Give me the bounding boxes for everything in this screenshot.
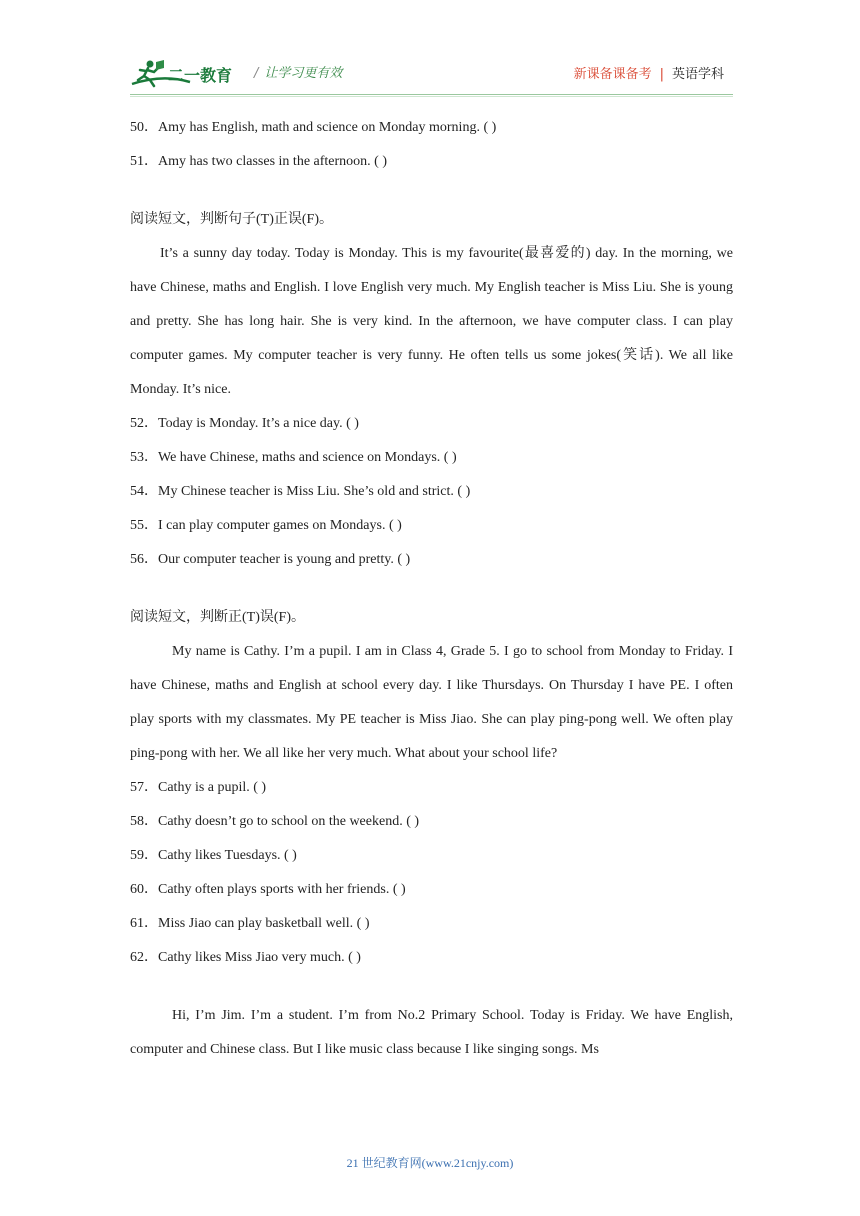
section-instruction: 阅读短文，判断句子(T)正误(F)。 — [130, 212, 333, 227]
question-58: 58．Cathy doesn’t go to school on the weekend. ( ) — [130, 814, 420, 829]
document-body — [130, 111, 733, 1067]
header-divider-secondary — [130, 96, 733, 97]
question-55: 55．I can play computer games on Mondays. ( ) — [130, 518, 402, 533]
question-50: 50．Amy has English, math and science on Monday morning. ( ) — [130, 120, 497, 135]
question-59: 59．Cathy likes Tuesdays. ( ) — [130, 848, 297, 863]
section-instruction: 阅读短文，判断正(T)误(F)。 — [130, 610, 305, 625]
reading-passage: My name is Cathy. I’m a pupil. I am in Class 4, Grade 5. I go to school from Monday to Friday. I have Chinese, maths and English at school every day. I like Thursdays. On Thursday I have PE. I often play sports with my classmates. My PE teacher is Miss Jiao. She can play ping-pong well. We often play ping-pong with her. We all like her very much. What about your school life? — [130, 644, 733, 761]
header-divider — [130, 94, 733, 95]
question-54: 54．My Chinese teacher is Miss Liu. She’s old and strict. ( ) — [130, 484, 471, 499]
reading-passage: It’s a sunny day today. Today is Monday. This is my favourite(最喜爱的) day. In the morning, we have Chinese, maths and English. I love English very much. My English teacher is Miss Liu. She is young and pretty. She has long hair. She is very kind. In the afternoon, we have computer class. I can play computer games. My computer teacher is very funny. He often tells us some jokes(笑话). We all like Monday. It’s nice. — [130, 246, 733, 397]
question-53: 53．We have Chinese, maths and science on Mondays. ( ) — [130, 450, 457, 465]
question-51: 51．Amy has two classes in the afternoon. ( ) — [130, 154, 387, 169]
question-61: 61．Miss Jiao can play basketball well. ( ) — [130, 916, 370, 931]
question-62: 62．Cathy likes Miss Jiao very much. ( ) — [130, 950, 361, 965]
question-57: 57．Cathy is a pupil. ( ) — [130, 780, 267, 795]
header-slogan: / 让学习更有效 — [254, 66, 343, 81]
question-52: 52．Today is Monday. It’s a nice day. ( ) — [130, 416, 359, 431]
question-56: 56．Our computer teacher is young and pretty. ( ) — [130, 552, 411, 567]
page-footer: 21 世纪教育网(www.21cnjy.com) — [346, 1156, 514, 1170]
page-header — [130, 52, 730, 90]
header-subject: 新课备课备考 | 英语学科 — [573, 67, 724, 82]
question-60: 60．Cathy often plays sports with her friends. ( ) — [130, 882, 406, 897]
reading-passage: Hi, I’m Jim. I’m a student. I’m from No.2 Primary School. Today is Friday. We have English, computer and Chinese class. But I like music class because I like singing songs. Ms — [130, 1008, 733, 1057]
logo-text: 二一教育 — [168, 66, 233, 85]
